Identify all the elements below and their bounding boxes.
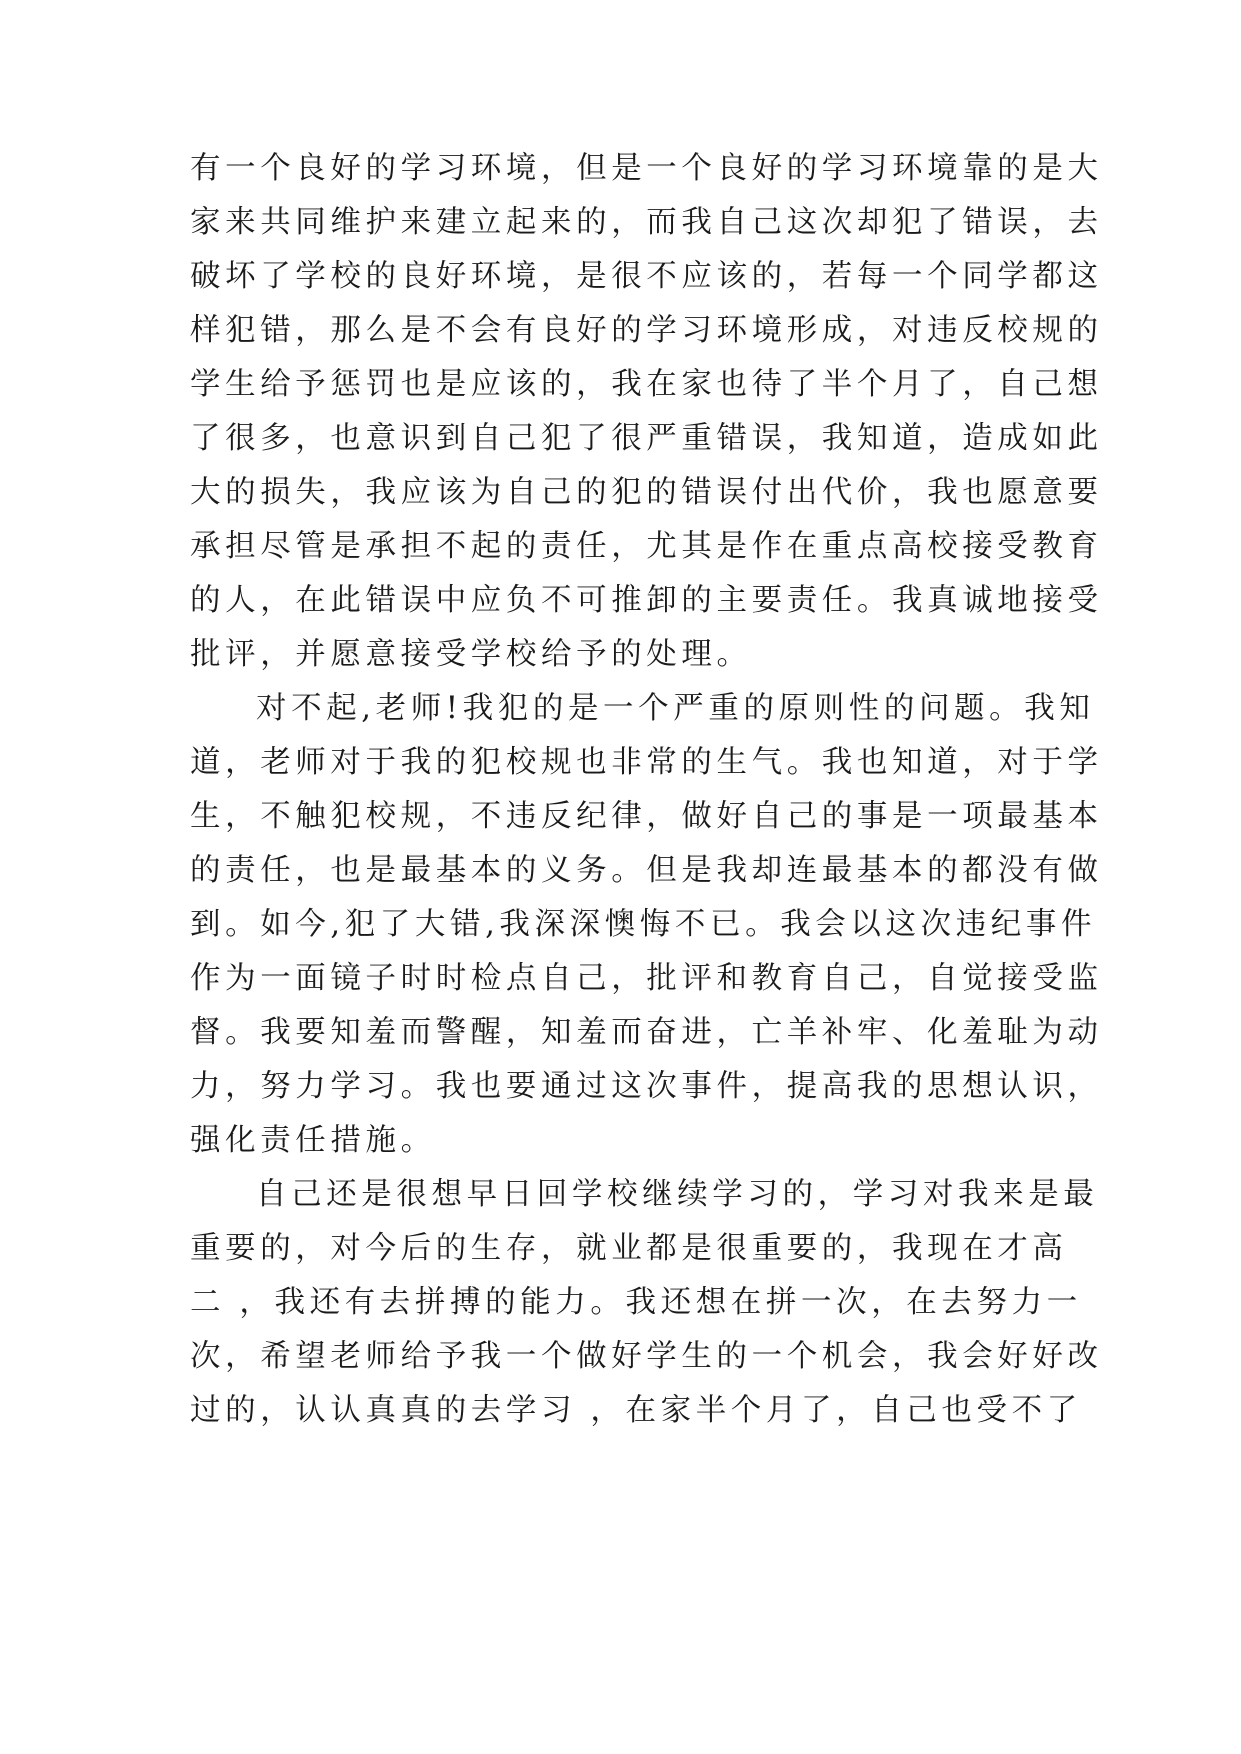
text-line: 学生给予惩罚也是应该的，我在家也待了半个月了，自己想 — [190, 367, 1103, 402]
text-line: 家来共同维护来建立起来的，而我自己这次却犯了错误，去 — [190, 205, 1103, 240]
text-line: 强化责任措施。 — [190, 1123, 436, 1158]
text-line: 二 ，我还有去拼搏的能力。我还想在拼一次，在去努力一 — [190, 1285, 1082, 1320]
text-line: 批评，并愿意接受学校给予的处理。 — [190, 637, 752, 672]
text-line-paragraph-start: 对不起,老师!我犯的是一个严重的原则性的问题。我知 — [256, 691, 1095, 726]
text-line: 作为一面镜子时时检点自己，批评和教育自己，自觉接受监 — [190, 961, 1103, 996]
text-line: 过的，认认真真的去学习 ，在家半个月了，自己也受不了 — [190, 1393, 1082, 1428]
text-line: 有一个良好的学习环境，但是一个良好的学习环境靠的是大 — [190, 151, 1103, 186]
text-line: 的人，在此错误中应负不可推卸的主要责任。我真诚地接受 — [190, 583, 1103, 618]
text-line-paragraph-start: 自己还是很想早日回学校继续学习的，学习对我来是最 — [256, 1177, 1099, 1212]
text-line: 样犯错，那么是不会有良好的学习环境形成，对违反校规的 — [190, 313, 1103, 348]
text-line: 次，希望老师给予我一个做好学生的一个机会，我会好好改 — [190, 1339, 1103, 1374]
text-line: 重要的，对今后的生存，就业都是很重要的，我现在才高 — [190, 1231, 1068, 1266]
text-line: 生，不触犯校规，不违反纪律，做好自己的事是一项最基本 — [190, 799, 1103, 834]
text-line: 道，老师对于我的犯校规也非常的生气。我也知道，对于学 — [190, 745, 1103, 780]
text-line: 大的损失，我应该为自己的犯的错误付出代价，我也愿意要 — [190, 475, 1103, 510]
text-line: 到。如今,犯了大错,我深深懊悔不已。我会以这次违纪事件 — [190, 907, 1097, 942]
text-line: 的责任，也是最基本的义务。但是我却连最基本的都没有做 — [190, 853, 1103, 888]
text-line: 承担尽管是承担不起的责任，尤其是作在重点高校接受教育 — [190, 529, 1103, 564]
text-line: 破坏了学校的良好环境，是很不应该的，若每一个同学都这 — [190, 259, 1103, 294]
text-line: 了很多，也意识到自己犯了很严重错误，我知道，造成如此 — [190, 421, 1103, 456]
text-line: 督。我要知羞而警醒，知羞而奋进，亡羊补牢、化羞耻为动 — [190, 1015, 1103, 1050]
text-line: 力，努力学习。我也要通过这次事件，提高我的思想认识， — [190, 1069, 1103, 1104]
